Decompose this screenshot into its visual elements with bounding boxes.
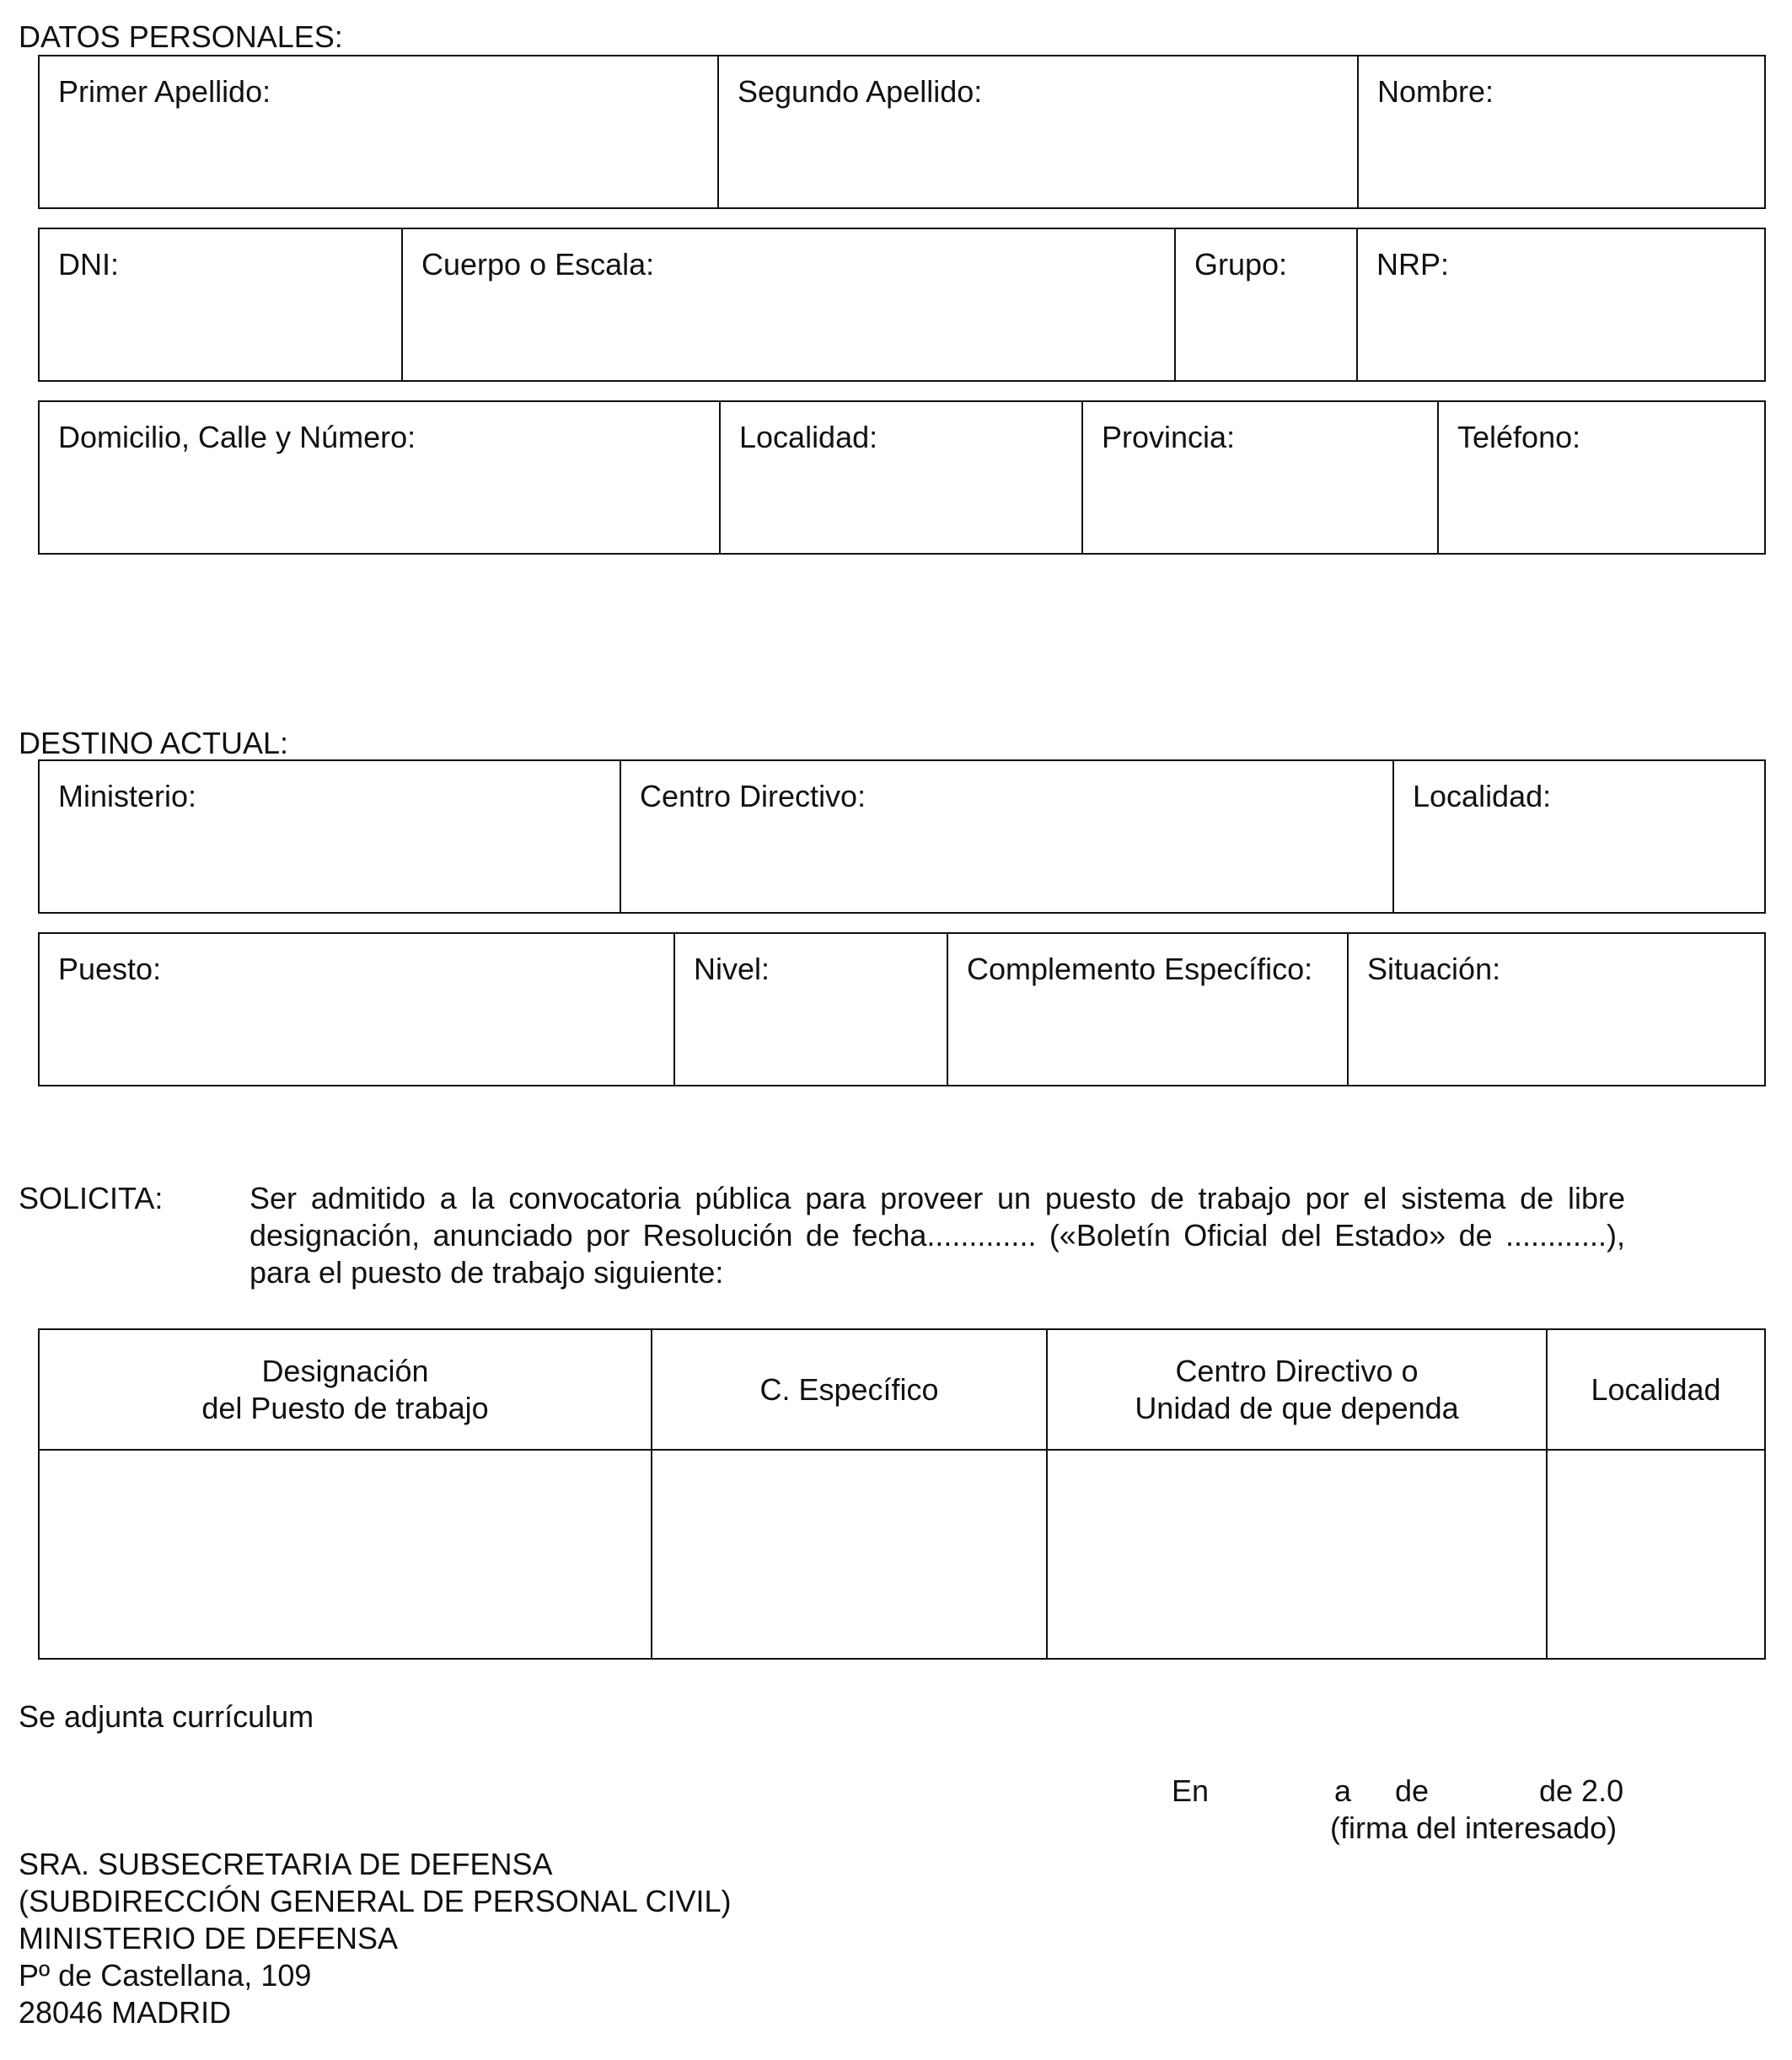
header-line: Designación	[261, 1354, 429, 1389]
fecha-en: En	[1172, 1773, 1210, 1808]
field-label: NRP:	[1376, 247, 1450, 282]
destino-actual-row1	[38, 759, 1766, 914]
field-nombre[interactable]	[1358, 56, 1765, 208]
column-header-designacion	[39, 1329, 652, 1450]
datos-personales-table	[38, 55, 1766, 209]
destinatario-line: (SUBDIRECCIÓN GENERAL DE PERSONAL CIVIL)	[19, 1884, 732, 1918]
section-heading-destino-actual: DESTINO ACTUAL:	[19, 726, 289, 760]
field-nrp[interactable]	[1357, 228, 1765, 381]
field-label: Domicilio, Calle y Número:	[58, 420, 416, 454]
adjunta-curriculum-text: Se adjunta currículum	[19, 1699, 314, 1734]
destino-actual-row2	[38, 932, 1766, 1086]
solicita-line: para el puesto de trabajo siguiente:	[249, 1255, 724, 1290]
field-grupo[interactable]	[1175, 228, 1357, 381]
field-label: Ministerio:	[58, 779, 197, 813]
field-localidad-destino[interactable]	[1393, 760, 1765, 913]
field-provincia[interactable]	[1082, 401, 1438, 554]
field-label: Nivel:	[694, 952, 770, 986]
field-centro-directivo[interactable]	[620, 760, 1393, 913]
cell-designacion[interactable]	[39, 1450, 652, 1659]
field-label: Primer Apellido:	[58, 74, 271, 109]
solicita-label: SOLICITA:	[19, 1181, 164, 1215]
cell-c-especifico[interactable]	[652, 1450, 1047, 1659]
firma-interesado: (firma del interesado)	[1330, 1811, 1618, 1845]
field-label: Localidad:	[739, 420, 878, 454]
table-header-row	[39, 1329, 1765, 1450]
datos-personales-row3	[38, 400, 1766, 555]
puesto-solicitado-table	[38, 1328, 1766, 1660]
field-telefono[interactable]	[1438, 401, 1765, 554]
solicita-text	[249, 1180, 1625, 1291]
field-primer-apellido[interactable]	[39, 56, 718, 208]
field-label: Localidad:	[1413, 779, 1552, 813]
field-label: Segundo Apellido:	[738, 74, 983, 109]
field-nivel[interactable]	[674, 933, 947, 1086]
field-label: Grupo:	[1194, 247, 1288, 282]
destinatario-line: MINISTERIO DE DEFENSA	[19, 1921, 399, 1955]
field-label: Nombre:	[1377, 74, 1494, 109]
field-label: Centro Directivo:	[640, 779, 866, 813]
destinatario-block	[19, 1846, 732, 2031]
header-line: C. Específico	[759, 1371, 939, 1407]
field-label: Provincia:	[1102, 420, 1236, 454]
column-header-localidad	[1547, 1329, 1765, 1450]
header-line: Centro Directivo o	[1175, 1354, 1419, 1389]
fecha-a: a	[1334, 1773, 1352, 1808]
field-puesto[interactable]	[39, 933, 674, 1086]
field-domicilio[interactable]	[39, 401, 720, 554]
solicita-line: designación, anunciado por Resolución de fecha............. («Boletín Oficial del Estado» de ............),	[249, 1218, 1625, 1253]
destinatario-line: 28046 MADRID	[19, 1995, 232, 2030]
cell-centro-directivo[interactable]	[1047, 1450, 1547, 1659]
solicita-line: Ser admitido a la convocatoria pública para proveer un puesto de trabajo por el sistema de libre	[249, 1181, 1625, 1215]
header-line: Localidad	[1591, 1371, 1721, 1407]
table-row	[39, 1450, 1765, 1659]
cell-localidad[interactable]	[1547, 1450, 1765, 1659]
field-dni[interactable]	[39, 228, 402, 381]
field-label: Cuerpo o Escala:	[421, 247, 655, 282]
header-line: del Puesto de trabajo	[201, 1390, 489, 1425]
section-heading-datos-personales: DATOS PERSONALES:	[19, 19, 343, 54]
field-label: Situación:	[1367, 952, 1501, 986]
column-header-c-especifico	[652, 1329, 1047, 1450]
fecha-de-year: de 2.0	[1539, 1773, 1624, 1808]
field-label: Puesto:	[58, 952, 162, 986]
field-label: Complemento Específico:	[967, 952, 1313, 986]
field-label: DNI:	[58, 247, 119, 282]
field-localidad[interactable]	[720, 401, 1082, 554]
field-segundo-apellido[interactable]	[718, 56, 1358, 208]
header-line: Unidad de que dependa	[1135, 1390, 1459, 1425]
field-complemento-especifico[interactable]	[947, 933, 1348, 1086]
column-header-centro-directivo	[1047, 1329, 1547, 1450]
field-ministerio[interactable]	[39, 760, 620, 913]
fecha-de: de	[1395, 1773, 1430, 1808]
destinatario-line: SRA. SUBSECRETARIA DE DEFENSA	[19, 1847, 553, 1881]
datos-personales-row2	[38, 228, 1766, 382]
destinatario-line: Pº de Castellana, 109	[19, 1958, 312, 1993]
field-cuerpo-escala[interactable]	[402, 228, 1175, 381]
field-label: Teléfono:	[1457, 420, 1581, 454]
field-situacion[interactable]	[1348, 933, 1765, 1086]
